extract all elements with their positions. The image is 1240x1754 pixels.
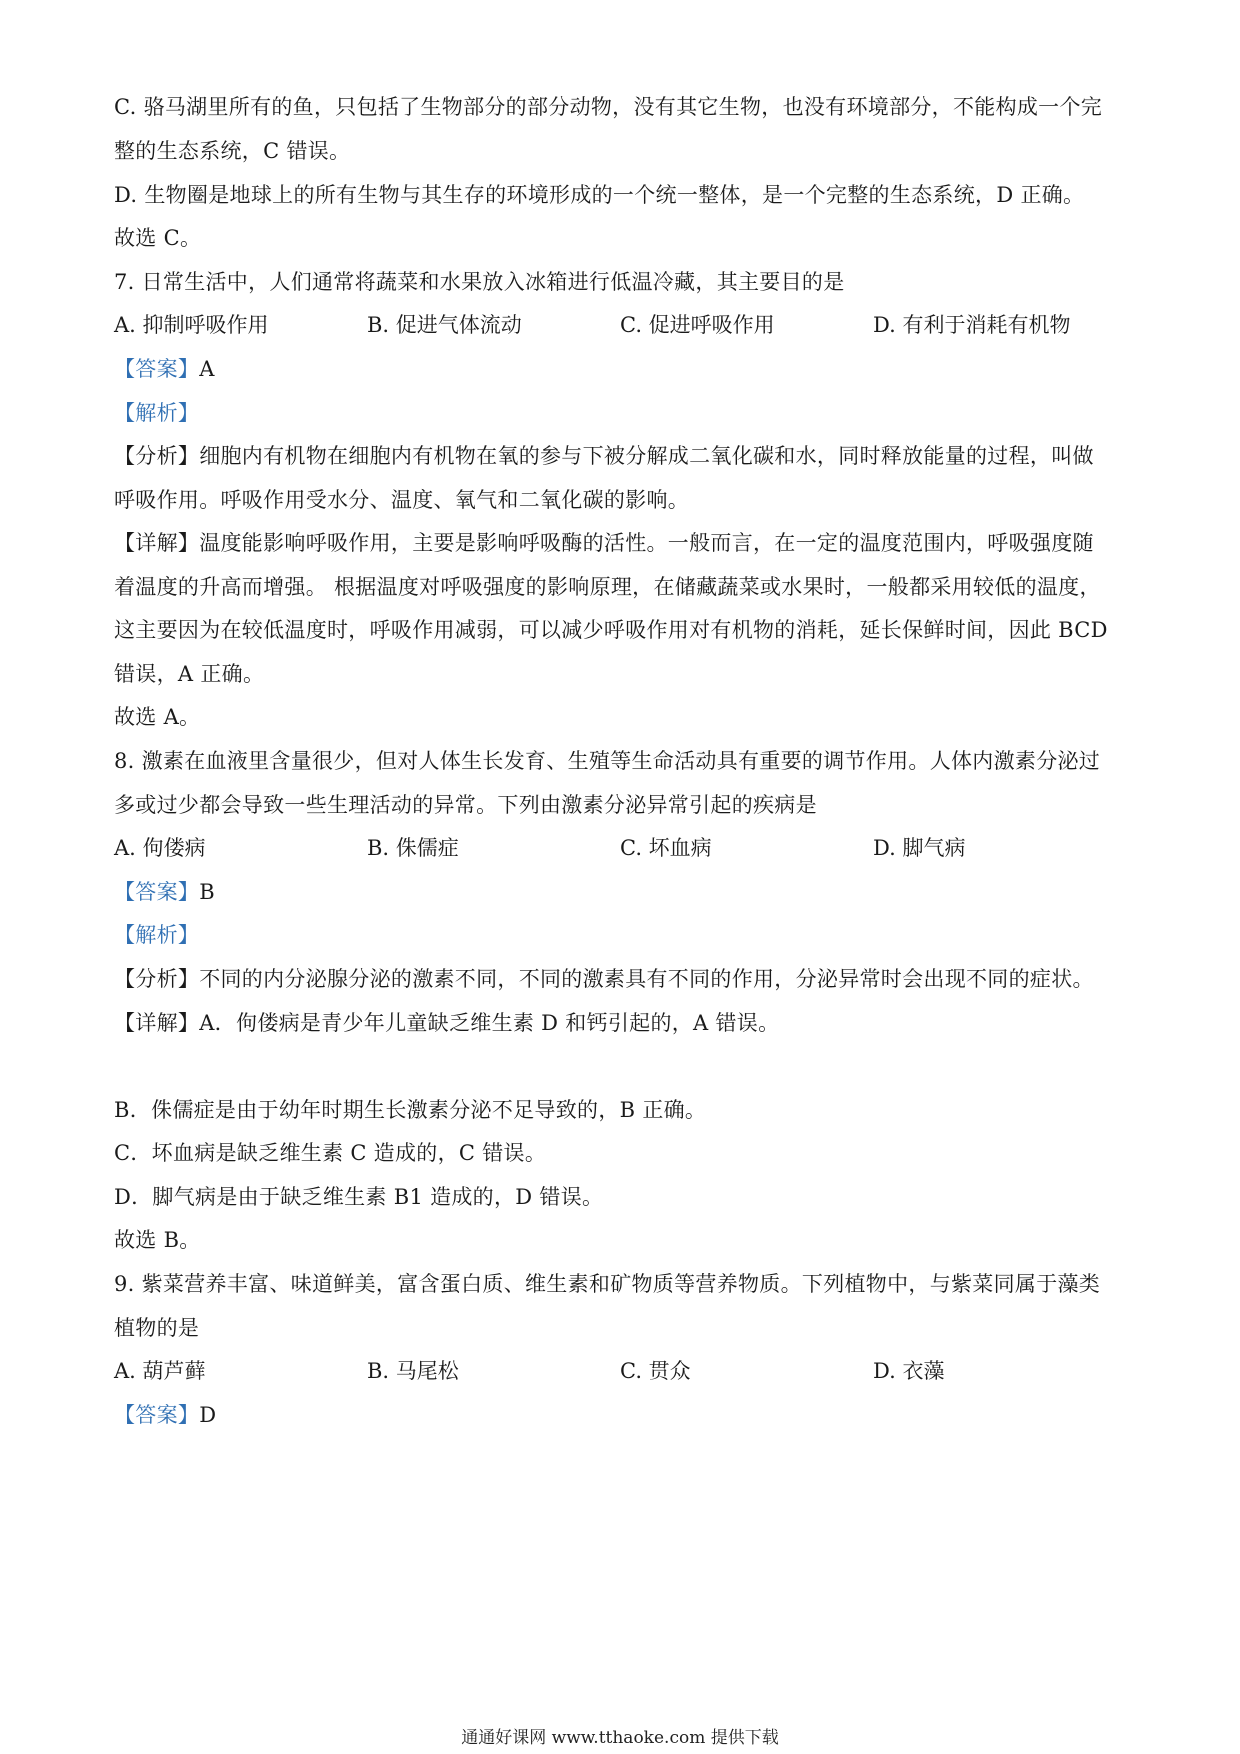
q7-fenxi-line2: 呼吸作用。呼吸作用受水分、温度、氧气和二氧化碳的影响。 [114, 488, 690, 512]
q8-fenxi-line1 [114, 964, 1134, 994]
answer-tag: 【答案】 [114, 357, 200, 381]
answer-value: B [199, 880, 215, 904]
q6-option-c-explanation-line1: C. 骆马湖里所有的鱼，只包括了生物部分的部分动物，没有其它生物，也没有环境部分，不能构成一个完 [114, 95, 1103, 119]
q9-stem-line2: 植物的是 [114, 1316, 200, 1340]
q8-options [114, 833, 1134, 863]
q6-option-d-explanation: D. 生物圈是地球上的所有生物与其生存的环境形成的一个统一整体，是一个完整的生态系统，D 正确。 [114, 183, 1085, 207]
fenxi-tag: 【分析】 [114, 444, 200, 468]
q7-answer [114, 354, 1134, 384]
q7-option-c: C. 促进呼吸作用 [620, 313, 775, 337]
q8-option-d: D. 脚气病 [873, 836, 966, 860]
q6-conclusion: 故选 C。 [114, 226, 202, 250]
analysis-tag: 【解析】 [114, 401, 200, 425]
q7-xiangjie-line1 [114, 528, 1134, 558]
q8-xiangjie-c: C．坏血病是缺乏维生素 C 造成的，C 错误。 [114, 1141, 547, 1165]
q9-option-a: A. 葫芦藓 [114, 1359, 206, 1383]
q7-xiangjie-line4: 错误，A 正确。 [114, 662, 265, 686]
q8-conclusion: 故选 B。 [114, 1228, 201, 1252]
q8-answer [114, 877, 1134, 907]
page-footer: 通通好课网 www.tthaoke.com 提供下载 [461, 1728, 779, 1748]
xiangjie-tag: 【详解】 [114, 531, 200, 555]
q8-analysis-heading [114, 920, 1134, 950]
q9-option-d: D. 衣藻 [873, 1359, 945, 1383]
q9-options [114, 1356, 1134, 1386]
answer-value: A [199, 357, 215, 381]
fenxi-text: 不同的内分泌腺分泌的激素不同，不同的激素具有不同的作用，分泌异常时会出现不同的症状。 [199, 967, 1094, 991]
q7-xiangjie-line3: 这主要因为在较低温度时，呼吸作用减弱，可以减少呼吸作用对有机物的消耗，延长保鲜时间，因此 BCD [114, 618, 1108, 642]
q8-option-c: C. 坏血病 [620, 836, 712, 860]
q8-xiangjie-d: D．脚气病是由于缺乏维生素 B1 造成的，D 错误。 [114, 1185, 604, 1209]
q7-conclusion: 故选 A。 [114, 705, 201, 729]
q7-option-d: D. 有利于消耗有机物 [873, 313, 1071, 337]
xiangjie-text: 温度能影响呼吸作用，主要是影响呼吸酶的活性。一般而言，在一定的温度范围内，呼吸强度随 [199, 531, 1094, 555]
q6-option-c-explanation-line2: 整的生态系统，C 错误。 [114, 139, 351, 163]
fenxi-text: 细胞内有机物在细胞内有机物在氧的参与下被分解成二氧化碳和水，同时释放能量的过程，叫做 [199, 444, 1094, 468]
q8-stem-line1: 8. 激素在血液里含量很少，但对人体生长发育、生殖等生命活动具有重要的调节作用。人体内激素分泌过 [114, 749, 1101, 773]
q8-option-a: A. 佝偻病 [114, 836, 206, 860]
answer-value: D [199, 1403, 217, 1427]
answer-tag: 【答案】 [114, 880, 200, 904]
q8-xiangjie-b: B．侏儒症是由于幼年时期生长激素分泌不足导致的，B 正确。 [114, 1098, 707, 1122]
q9-stem-line1: 9. 紫菜营养丰富、味道鲜美，富含蛋白质、维生素和矿物质等营养物质。下列植物中，与紫菜同属于藻类 [114, 1272, 1101, 1296]
xiangjie-text: A．佝偻病是青少年儿童缺乏维生素 D 和钙引起的，A 错误。 [199, 1011, 780, 1035]
q7-option-b: B. 促进气体流动 [367, 313, 522, 337]
answer-tag: 【答案】 [114, 1403, 200, 1427]
q9-option-c: C. 贯众 [620, 1359, 691, 1383]
q9-answer [114, 1400, 1134, 1430]
q7-options [114, 310, 1134, 340]
q7-option-a: A. 抑制呼吸作用 [114, 313, 269, 337]
q8-option-b: B. 侏儒症 [367, 836, 459, 860]
q7-analysis-heading [114, 398, 1134, 428]
analysis-tag: 【解析】 [114, 923, 200, 947]
q8-xiangjie-a [114, 1008, 1134, 1038]
q7-xiangjie-line2: 着温度的升高而增强。 根据温度对呼吸强度的影响原理，在储藏蔬菜或水果时，一般都采用较低的温度， [114, 575, 1101, 599]
fenxi-tag: 【分析】 [114, 967, 200, 991]
q7-stem: 7. 日常生活中，人们通常将蔬菜和水果放入冰箱进行低温冷藏，其主要目的是 [114, 270, 845, 294]
q7-fenxi-line1 [114, 441, 1134, 471]
q8-stem-line2: 多或过少都会导致一些生理活动的异常。下列由激素分泌异常引起的疾病是 [114, 793, 817, 817]
q9-option-b: B. 马尾松 [367, 1359, 459, 1383]
xiangjie-tag: 【详解】 [114, 1011, 200, 1035]
